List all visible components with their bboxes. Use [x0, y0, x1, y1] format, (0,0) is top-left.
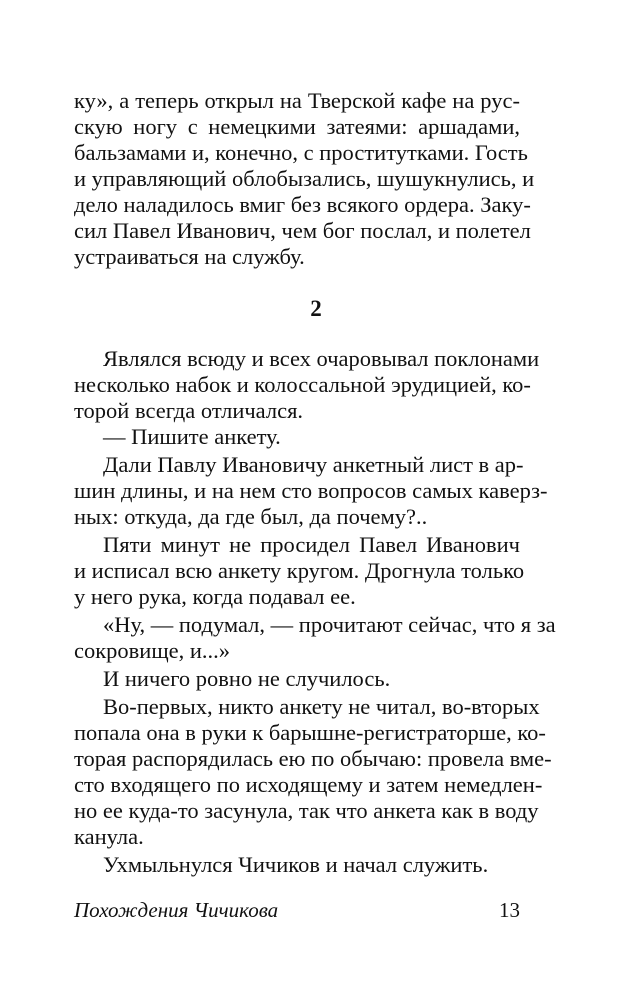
text-line: сил Павел Иванович, чем бог послал, и полетел [74, 218, 531, 243]
running-footer-title: Похождения Чичикова [74, 898, 279, 922]
text-line: — Пишите анкету. [103, 424, 281, 449]
text-line: бальзамами и, конечно, с проститутками. Гость [74, 140, 528, 165]
text-line: «Ну, — подумал, — прочитают сейчас, что я за [103, 612, 556, 637]
text-line: и управляющий облобызались, шушукнулись, и [74, 166, 535, 191]
text-line: сто входящего по исходящему и затем немедлен- [74, 772, 543, 797]
page-number: 13 [499, 898, 520, 922]
chapter-heading: 2 [310, 296, 322, 321]
text-line: И ничего ровно не случилось. [103, 666, 391, 691]
text-line: сокровище, и...» [74, 638, 231, 663]
text-line: канула. [74, 824, 144, 849]
text-line: дело наладилось вмиг без всякого ордера. Заку- [74, 192, 531, 217]
text-line: ку», а теперь открыл на Тверской кафе на рус- [74, 88, 520, 113]
text-line: но ее куда-то засунула, так что анкета как в воду [74, 798, 539, 823]
text-line: устраиваться на службу. [74, 244, 305, 269]
text-line: попала она в руки к барышне-регистраторше, ко- [74, 720, 546, 745]
text-line: и исписал всю анкету кругом. Дрогнула только [74, 558, 525, 583]
text-line: торая распорядилась ею по обычаю: провела вме- [74, 746, 552, 771]
text-line: Дали Павлу Ивановичу анкетный лист в ар- [103, 452, 524, 477]
text-line: шин длины, и на нем сто вопросов самых каверз- [74, 478, 548, 503]
text-line: несколько набок и колоссальной эрудицией, ко- [74, 372, 531, 397]
text-line: скую ногу с немецкими затеями: аршадами, [74, 114, 520, 139]
text-line: торой всегда отличался. [74, 398, 304, 423]
text-line: Являлся всюду и всех очаровывал поклонами [103, 346, 540, 371]
text-line: Пяти минут не просидел Павел Иванович [103, 532, 520, 557]
text-line: Ухмыльнулся Чичиков и начал служить. [103, 852, 489, 877]
text-line: Во-первых, никто анкету не читал, во-вторых [103, 694, 540, 719]
text-line: ных: откуда, да где был, да почему?.. [74, 504, 428, 529]
text-line: у него рука, когда подавал ее. [74, 584, 356, 609]
